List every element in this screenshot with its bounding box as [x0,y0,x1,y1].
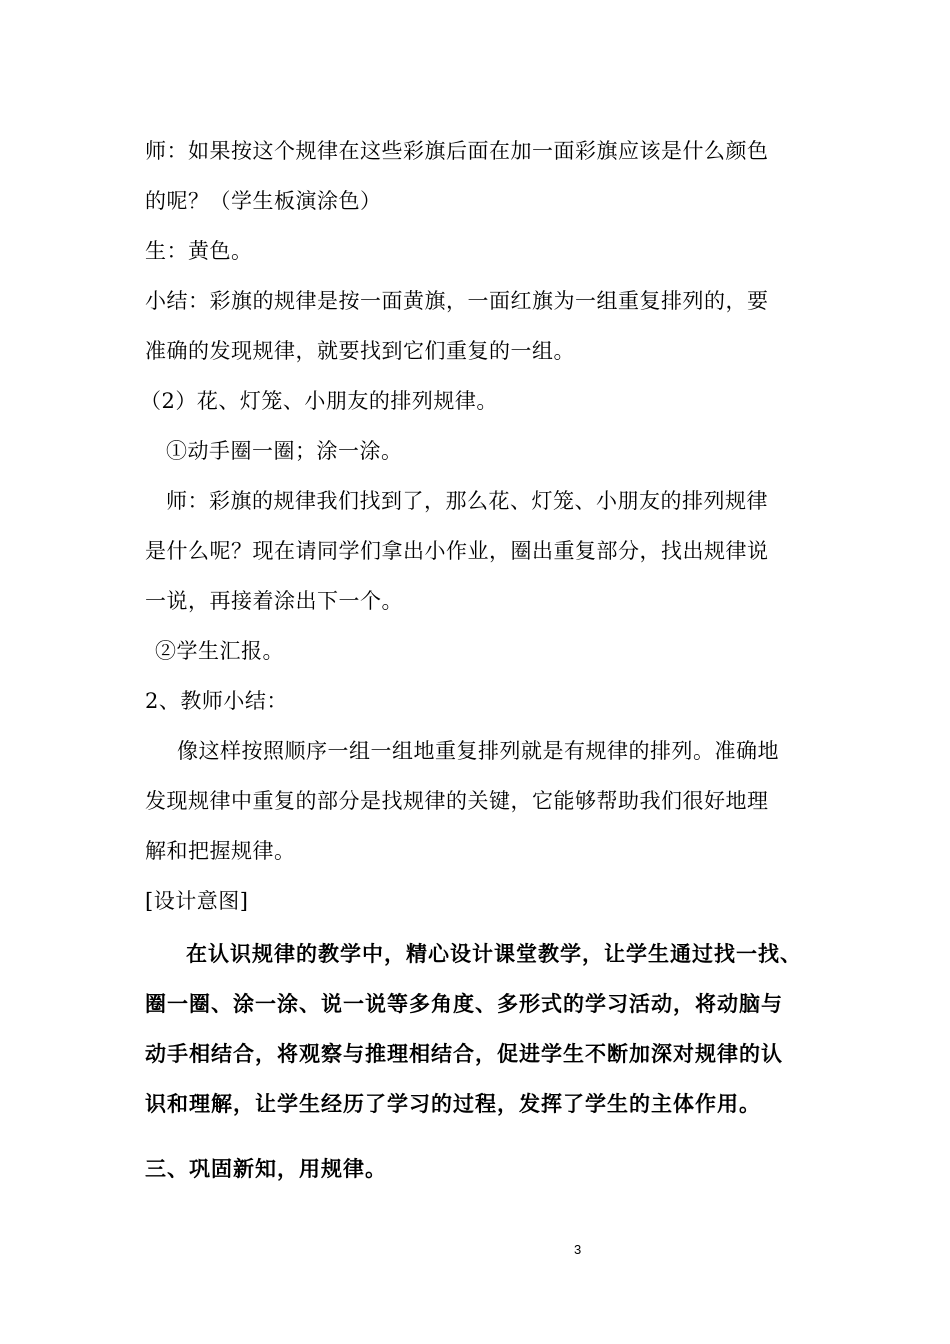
design-intent-text: 在认识规律的教学中，精心设计课堂教学，让学生通过找一找、 [186,942,802,966]
design-intent-text: 圈一圈、涂一涂、说一说等多角度、多形式的学习活动，将动脑与 [145,992,783,1016]
text-line: 是什么呢？现在请同学们拿出小作业，圈出重复部分，找出规律说 [145,539,769,563]
design-intent-text: 动手相结合，将观察与推理相结合，促进学生不断加深对规律的认 [145,1042,783,1066]
text-line: 师：彩旗的规律我们找到了，那么花、灯笼、小朋友的排列规律 [166,489,768,513]
text-line: ②学生汇报。 [155,639,284,663]
text-line: ①动手圈一圈；涂一涂。 [166,439,403,463]
text-line: 准确的发现规律，就要找到它们重复的一组。 [145,339,575,363]
text-line: 一说，再接着涂出下一个。 [145,589,403,613]
text-line: 生：黄色。 [145,239,253,263]
section-heading: [设计意图] [145,889,249,913]
section-heading: （2）花、灯笼、小朋友的排列规律。 [140,389,498,413]
section-heading: 2、教师小结： [145,689,288,713]
text-line: 小结：彩旗的规律是按一面黄旗，一面红旗为一组重复排列的，要 [145,289,769,313]
text-line: 师：如果按这个规律在这些彩旗后面在加一面彩旗应该是什么颜色 [145,139,769,163]
text-line: 的呢？（学生板演涂色） [145,189,382,213]
text-line: 像这样按照顺序一组一组地重复排列就是有规律的排列。准确地 [177,739,779,763]
section-heading: 三、巩固新知，用规律。 [145,1157,387,1181]
page-number: 3 [574,1242,582,1257]
text-line: 解和把握规律。 [145,839,296,863]
design-intent-text: 识和理解，让学生经历了学习的过程，发挥了学生的主体作用。 [145,1092,761,1116]
text-line: 发现规律中重复的部分是找规律的关键，它能够帮助我们很好地理 [145,789,769,813]
